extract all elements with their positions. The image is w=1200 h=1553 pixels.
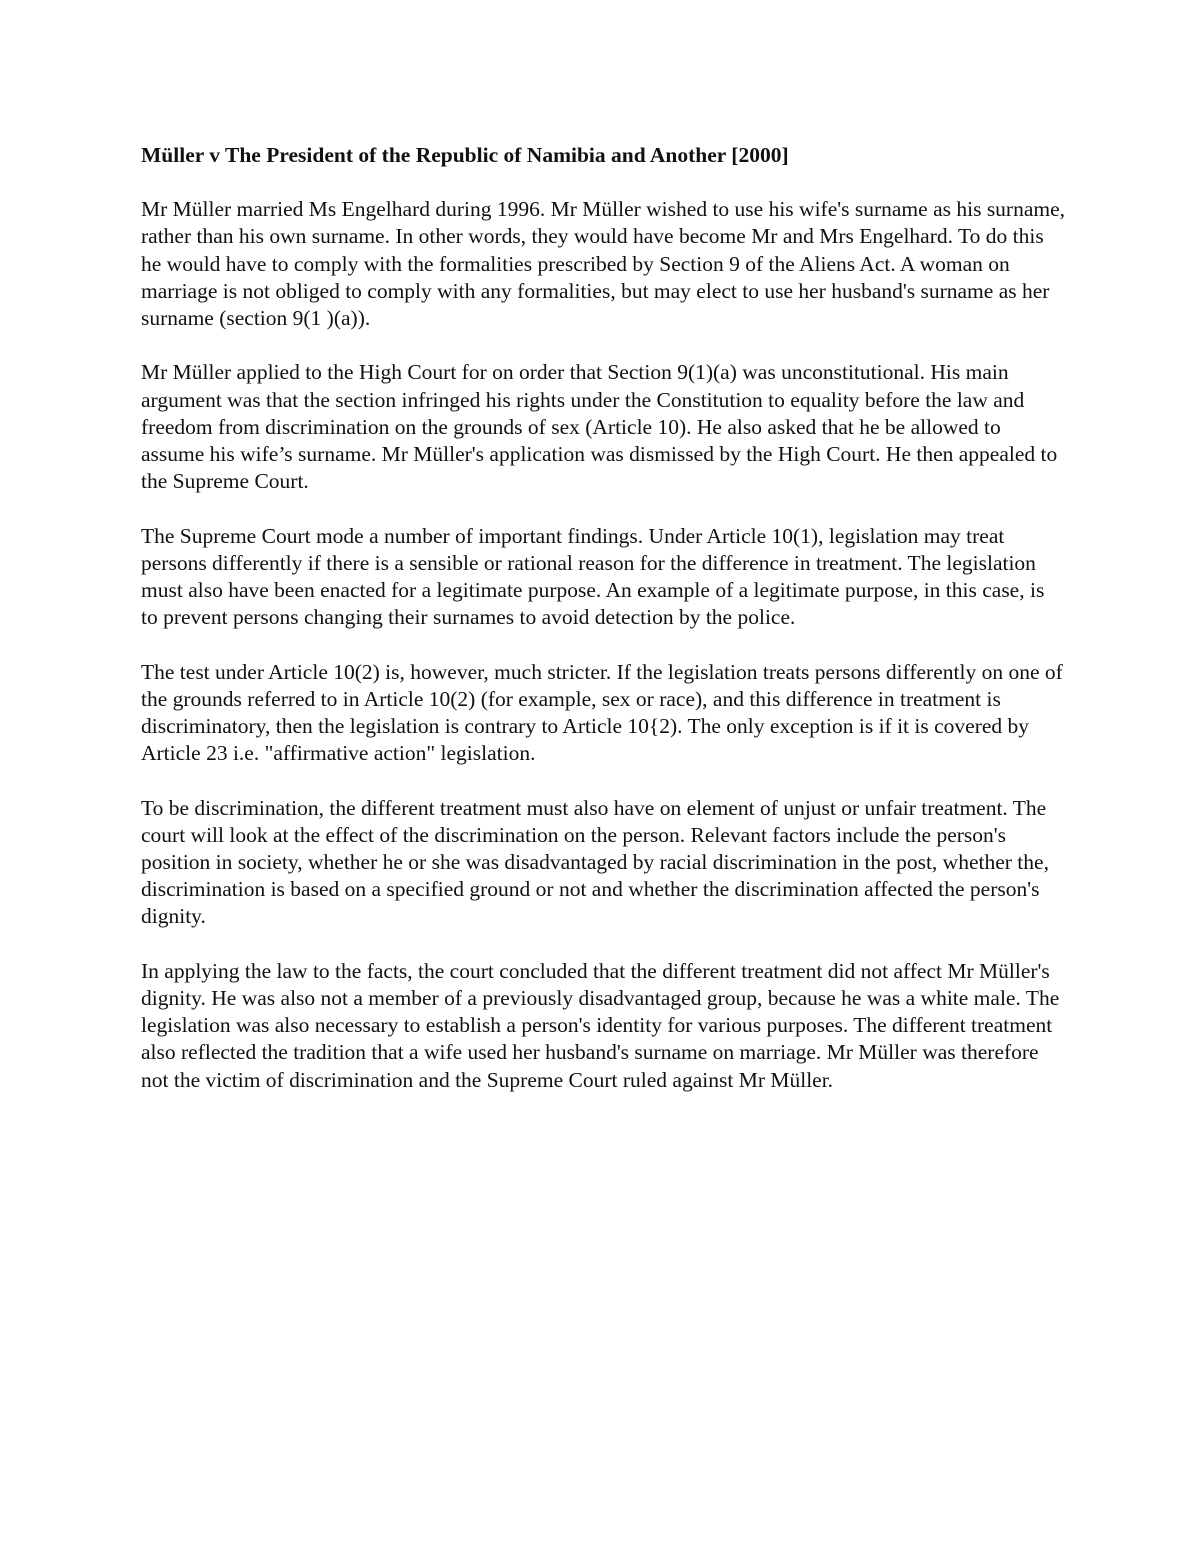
- paragraph-conclusion: In applying the law to the facts, the court concluded that the different treatment did not affect Mr Müller's dignity. He was also not a member of a previously disadvantaged group, because he was a white male. The legislation was also necessary to establish a person's identity for various purposes. The different treatment also reflected the tradition that a wife used her husband's surname on marriage. Mr Müller was therefore not the victim of discrimination and the Supreme Court ruled against Mr Müller.: [141, 958, 1060, 1092]
- document-title: Müller v The President of the Republic of Namibia and Another [2000]: [141, 143, 789, 167]
- paragraph-findings: The Supreme Court mode a number of important findings. Under Article 10(1), legislation may treat persons differently if there is a sensible or rational reason for the difference in treatment. The legislation must also have been enacted for a legitimate purpose. An example of a legitimate purpose, in this case, is to prevent persons changing their surnames to avoid detection by the police.: [141, 523, 1045, 630]
- paragraph-facts: Mr Müller married Ms Engelhard during 1996. Mr Müller wished to use his wife's surname as his surname, rather than his own surname. In other words, they would have become Mr and Mrs Engelhard. To do this he would have to comply with the formalities prescribed by Section 9 of the Aliens Act. A woman on marriage is not obliged to comply with any formalities, but may elect to use her husband's surname as her surname (section 9(1 )(a)).: [141, 197, 1066, 331]
- document-body: [141, 142, 1066, 1121]
- paragraph-application: Mr Müller applied to the High Court for on order that Section 9(1)(a) was unconstitutional. His main argument was that the section infringed his rights under the Constitution to equality before the law and freedom from discrimination on the grounds of sex (Article 10). He also asked that he be allowed to assume his wife’s surname. Mr Müller's application was dismissed by the High Court. He then appealed to the Supreme Court.: [141, 360, 1058, 494]
- paragraph-article-test: The test under Article 10(2) is, however, much stricter. If the legislation treats persons differently on one of the grounds referred to in Article 10(2) (for example, sex or race), and this difference in treatment is discriminatory, then the legislation is contrary to Article 10{2). The only exception is if it is covered by Article 23 i.e. "affirmative action" legislation.: [141, 659, 1063, 766]
- paragraph-discrimination: To be discrimination, the different treatment must also have on element of unjust or unfair treatment. The court will look at the effect of the discrimination on the person. Relevant factors include the person's position in society, whether he or she was disadvantaged by racial discrimination in the post, whether the, discrimination is based on a specified ground or not and whether the discrimination affected the person's dignity.: [141, 795, 1049, 929]
